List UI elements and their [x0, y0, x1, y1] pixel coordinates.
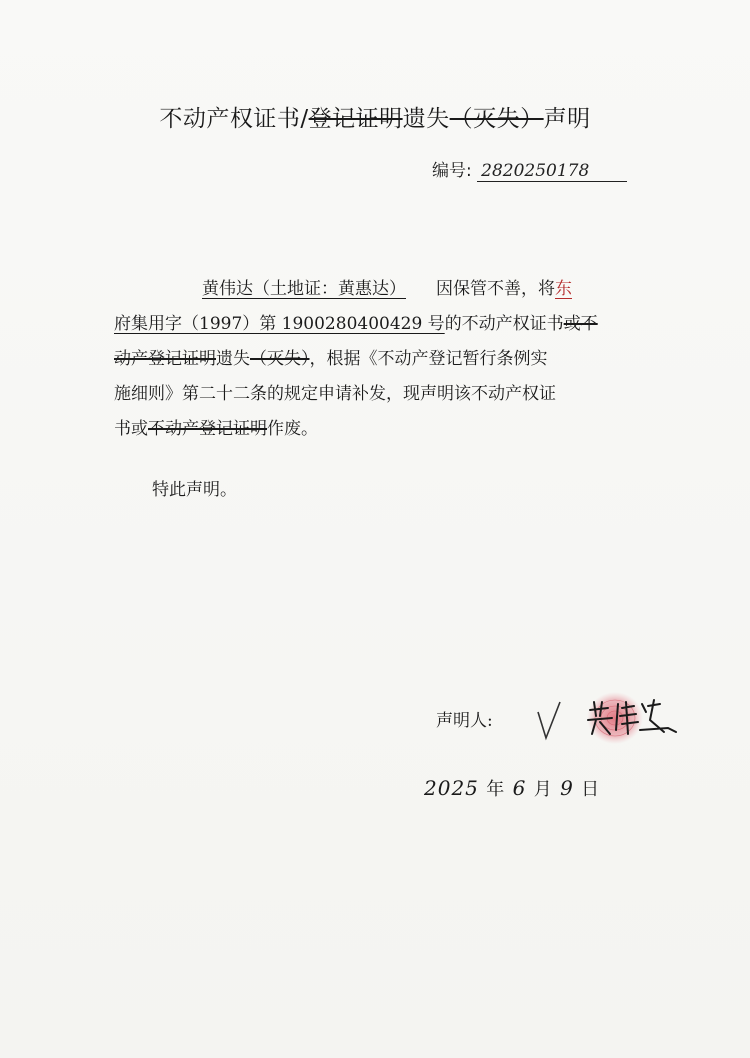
- date-year-unit: 年: [486, 779, 506, 800]
- date-year: 2025: [424, 776, 479, 800]
- cert-type-part-2: 府集用字（1997）第 1900280400429 号: [114, 314, 445, 334]
- closing-statement: 特此声明。: [152, 480, 237, 500]
- title-struck-registration: 登记证明: [308, 106, 403, 132]
- struck-registration-cert-2: 不动产登记证明: [148, 419, 267, 439]
- declaration-body: [114, 272, 639, 447]
- body-line-1: [114, 272, 639, 307]
- lost-text: 遗失: [216, 349, 250, 369]
- struck-destroyed: （灭失）: [250, 349, 310, 369]
- struck-or-not: 或不: [563, 314, 598, 334]
- title-struck-destroyed: （灭失）: [449, 106, 544, 132]
- body-line-2-rest: 的不动产权证书: [444, 314, 564, 334]
- body-line-1-rest: 因保管不善，将: [436, 279, 555, 299]
- signing-date: [424, 775, 600, 801]
- title-prefix: 不动产权证书/: [159, 106, 309, 132]
- struck-registration-cert: 动产登记证明: [114, 349, 216, 369]
- date-month: 6: [512, 776, 527, 800]
- date-day: 9: [560, 776, 574, 800]
- signature-with-fingerprint: [530, 690, 680, 750]
- body-line-2: [114, 307, 639, 342]
- title-suffix: 声明: [543, 106, 591, 132]
- body-line-3-rest: ，根据《不动产登记暂行条例实: [309, 349, 548, 369]
- document-title: [0, 100, 750, 133]
- document-number-value: 2820250178: [477, 161, 627, 182]
- body-line-5: [114, 412, 639, 447]
- body-line-5-post: 作废。: [267, 419, 318, 439]
- check-mark: [538, 702, 560, 738]
- body-line-4: 施细则》第二十二条的规定申请补发，现声明该不动产权证: [114, 384, 556, 404]
- date-month-unit: 月: [533, 779, 553, 800]
- title-middle: 遗失: [402, 106, 450, 132]
- declarant-label: 声明人:: [436, 711, 493, 731]
- owner-name: 黄伟达（土地证：黄惠达）: [202, 279, 406, 299]
- date-day-unit: 日: [581, 779, 601, 800]
- body-line-5-pre: 书或: [114, 419, 148, 439]
- body-line-3: [114, 342, 639, 377]
- signature-image: [530, 690, 680, 750]
- document-number-label: 编号:: [432, 161, 472, 181]
- cert-type-part-1: 东: [555, 279, 572, 299]
- document-number: [432, 156, 627, 182]
